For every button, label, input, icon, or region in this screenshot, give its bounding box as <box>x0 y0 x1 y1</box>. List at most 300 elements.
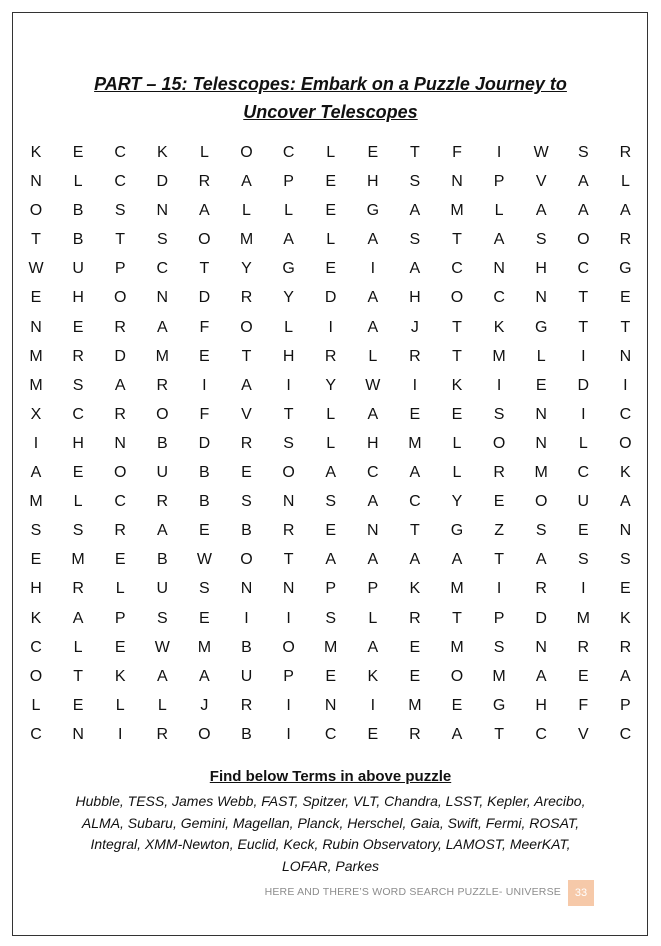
grid-cell: M <box>492 667 506 685</box>
grid-cell: C <box>451 260 463 278</box>
grid-cell: L <box>326 144 336 161</box>
grid-cell: N <box>30 173 42 191</box>
grid-cell: T <box>452 347 462 365</box>
grid-cell: B <box>199 464 210 482</box>
grid-row <box>14 429 649 458</box>
grid-cell: E <box>114 638 126 656</box>
grid-cell: I <box>202 376 207 394</box>
grid-cell: A <box>620 493 631 511</box>
grid-cell: M <box>155 347 169 365</box>
grid-cell: N <box>156 202 169 220</box>
grid-cell: O <box>198 725 211 743</box>
grid-cell: A <box>367 289 379 307</box>
grid-cell: T <box>452 318 462 336</box>
grid-cell: E <box>451 696 463 714</box>
grid-cell: S <box>283 434 294 452</box>
grid-cell: E <box>72 144 84 161</box>
grid-cell: S <box>493 405 505 423</box>
grid-cell: N <box>535 405 547 423</box>
grid-cell: N <box>240 580 253 598</box>
grid-cell: D <box>156 173 169 191</box>
grid-cell: P <box>283 667 294 685</box>
grid-cell: A <box>451 725 463 743</box>
grid-cell: I <box>496 376 502 394</box>
grid-cell: I <box>286 609 291 627</box>
grid-cell: C <box>114 493 126 511</box>
grid-row <box>14 283 649 312</box>
grid-cell: J <box>410 318 419 336</box>
grid-cell: O <box>282 638 295 656</box>
grid-cell: C <box>409 493 421 511</box>
grid-cell: G <box>366 202 380 220</box>
grid-cell: T <box>283 405 294 423</box>
grid-cell: G <box>492 696 506 714</box>
grid-cell: K <box>367 667 379 685</box>
grid-cell: I <box>581 347 586 365</box>
grid-row <box>14 516 649 545</box>
grid-cell: R <box>619 638 632 656</box>
grid-cell: I <box>496 144 502 161</box>
grid-cell: U <box>240 667 253 685</box>
grid-cell: K <box>493 318 505 336</box>
grid-cell: S <box>493 638 505 656</box>
grid-cell: D <box>198 289 211 307</box>
grid-cell: E <box>72 696 84 714</box>
grid-cell: L <box>452 464 462 482</box>
grid-cell: K <box>156 144 168 161</box>
grid-cell: I <box>370 696 376 714</box>
grid-cell: H <box>282 347 295 365</box>
grid-cell: N <box>114 434 126 452</box>
grid-cell: O <box>240 318 253 336</box>
grid-cell: A <box>367 638 379 656</box>
grid-cell: C <box>30 638 42 656</box>
page-number-badge: 33 <box>568 880 594 906</box>
grid-cell: L <box>326 405 336 423</box>
grid-cell: H <box>409 289 421 307</box>
grid-cell: B <box>199 493 210 511</box>
grid-cell: L <box>242 202 251 220</box>
grid-cell: M <box>29 493 43 511</box>
grid-cell: C <box>30 725 42 743</box>
grid-cell: A <box>367 405 379 423</box>
grid-cell: N <box>282 580 295 598</box>
grid-cell: K <box>409 580 421 598</box>
grid-cell: S <box>325 493 337 511</box>
grid-cell: M <box>29 376 43 394</box>
grid-cell: A <box>72 609 84 627</box>
grid-cell: U <box>577 493 590 511</box>
grid-cell: W <box>533 144 549 161</box>
grid-cell: T <box>494 551 504 569</box>
grid-cell: T <box>199 260 210 278</box>
grid-cell: O <box>577 231 590 249</box>
grid-cell: E <box>535 376 547 394</box>
grid-cell: N <box>156 289 169 307</box>
grid-cell: H <box>367 173 379 191</box>
grid-cell: I <box>412 376 418 394</box>
grid-cell: E <box>325 173 337 191</box>
grid-cell: E <box>199 522 210 540</box>
page-title <box>40 70 621 126</box>
grid-cell: A <box>114 376 126 394</box>
grid-cell: J <box>200 696 209 714</box>
grid-cell: P <box>493 609 505 627</box>
grid-cell: L <box>368 609 378 627</box>
grid-cell: M <box>492 347 506 365</box>
grid-cell: R <box>409 725 421 743</box>
grid-cell: F <box>578 696 589 714</box>
grid-cell: F <box>452 144 462 161</box>
grid-cell: T <box>452 231 462 249</box>
grid-cell: L <box>31 696 41 714</box>
grid-cell: G <box>534 318 548 336</box>
grid-cell: O <box>29 202 43 220</box>
grid-cell: E <box>114 551 126 569</box>
grid-cell: S <box>156 609 168 627</box>
grid-cell: R <box>240 434 253 452</box>
grid-cell: L <box>536 347 546 365</box>
grid-cell: D <box>114 347 126 365</box>
grid-cell: L <box>494 202 504 220</box>
grid-cell: T <box>578 318 589 336</box>
grid-cell: S <box>535 231 547 249</box>
grid-cell: A <box>493 231 505 249</box>
grid-cell: T <box>410 522 420 540</box>
grid-cell: A <box>241 376 252 394</box>
grid-cell: M <box>197 638 212 656</box>
grid-cell: P <box>367 580 379 598</box>
grid-cell: A <box>241 173 252 191</box>
grid-cell: E <box>367 725 379 743</box>
grid-cell: A <box>409 464 421 482</box>
grid-cell: L <box>73 638 83 656</box>
grid-cell: N <box>30 318 42 336</box>
grid-cell: M <box>534 464 548 482</box>
grid-cell: E <box>409 638 421 656</box>
grid-cell: L <box>115 696 125 714</box>
grid-cell: G <box>282 260 295 278</box>
grid-cell: E <box>72 318 84 336</box>
grid-cell: R <box>409 609 421 627</box>
grid-cell: N <box>535 289 547 307</box>
grid-cell: E <box>409 405 421 423</box>
grid-cell: I <box>244 609 249 627</box>
grid-cell: H <box>367 434 379 452</box>
grid-cell: L <box>452 434 462 452</box>
grid-cell: U <box>156 580 169 598</box>
grid-cell: L <box>368 347 378 365</box>
grid-cell: R <box>114 318 126 336</box>
grid-cell: I <box>328 318 333 336</box>
grid-cell: D <box>535 609 547 627</box>
grid-cell: P <box>114 609 126 627</box>
grid-row <box>14 633 649 662</box>
grid-cell: E <box>325 202 337 220</box>
grid-row <box>14 604 649 633</box>
grid-cell: E <box>325 260 337 278</box>
grid-cell: T <box>283 551 294 569</box>
grid-cell: N <box>619 522 632 540</box>
grid-cell: E <box>325 522 337 540</box>
grid-cell: K <box>30 144 42 161</box>
grid-cell: N <box>535 638 547 656</box>
grid-cell: A <box>577 202 589 220</box>
grid-cell: O <box>240 144 253 161</box>
grid-cell: H <box>30 580 42 598</box>
grid-cell: C <box>619 725 632 743</box>
grid-cell: S <box>199 580 210 598</box>
grid-cell: A <box>156 318 168 336</box>
grid-cell: A <box>577 173 589 191</box>
grid-cell: L <box>73 173 83 191</box>
grid-cell: A <box>367 551 379 569</box>
grid-cell: T <box>241 347 252 365</box>
grid-cell: W <box>365 376 381 394</box>
grid-cell: L <box>578 434 588 452</box>
grid-cell: S <box>620 551 631 569</box>
grid-cell: O <box>113 464 127 482</box>
grid-row <box>14 138 649 167</box>
grid-cell: S <box>409 231 421 249</box>
grid-cell: N <box>324 696 337 714</box>
grid-cell: O <box>282 464 295 482</box>
grid-cell: O <box>113 289 127 307</box>
grid-cell: P <box>493 173 505 191</box>
word-search-grid <box>14 138 649 749</box>
grid-cell: E <box>199 609 210 627</box>
grid-cell: M <box>450 580 464 598</box>
grid-cell: E <box>367 144 379 161</box>
grid-cell: R <box>282 522 295 540</box>
grid-cell: A <box>451 551 463 569</box>
grid-cell: R <box>156 725 169 743</box>
grid-cell: T <box>115 231 126 249</box>
grid-cell: B <box>156 434 168 452</box>
grid-cell: F <box>199 318 210 336</box>
grid-cell: R <box>535 580 547 598</box>
grid-cell: L <box>73 493 83 511</box>
grid-row <box>14 313 649 342</box>
grid-row <box>14 196 649 225</box>
grid-cell: B <box>241 522 252 540</box>
title-line-2: Uncover Telescopes <box>243 102 418 122</box>
grid-cell: R <box>156 493 169 511</box>
grid-cell: T <box>410 144 420 161</box>
grid-cell: U <box>72 260 84 278</box>
grid-cell: E <box>199 347 210 365</box>
grid-cell: N <box>367 522 379 540</box>
grid-cell: A <box>409 202 421 220</box>
grid-cell: A <box>325 464 337 482</box>
grid-cell: Y <box>241 260 252 278</box>
grid-cell: M <box>450 638 464 656</box>
grid-cell: C <box>156 260 169 278</box>
grid-cell: O <box>534 493 548 511</box>
grid-cell: O <box>198 231 211 249</box>
grid-cell: V <box>241 405 252 423</box>
grid-cell: A <box>367 318 379 336</box>
grid-cell: R <box>72 580 84 598</box>
grid-cell: O <box>240 551 253 569</box>
grid-cell: T <box>620 318 631 336</box>
grid-row <box>14 371 649 400</box>
grid-cell: C <box>493 289 505 307</box>
grid-cell: M <box>29 347 43 365</box>
grid-cell: S <box>577 144 589 161</box>
grid-cell: M <box>450 202 464 220</box>
grid-cell: R <box>72 347 84 365</box>
grid-cell: A <box>535 202 547 220</box>
grid-cell: T <box>452 609 462 627</box>
grid-cell: L <box>284 318 294 336</box>
grid-cell: E <box>620 289 631 307</box>
grid-cell: O <box>492 434 506 452</box>
grid-cell: K <box>620 464 631 482</box>
grid-cell: H <box>535 260 547 278</box>
grid-row <box>14 691 649 720</box>
grid-cell: Y <box>451 493 463 511</box>
grid-cell: A <box>156 667 168 685</box>
grid-cell: C <box>577 260 590 278</box>
grid-cell: K <box>114 667 126 685</box>
grid-cell: X <box>30 405 42 423</box>
grid-cell: O <box>450 667 464 685</box>
grid-cell: O <box>450 289 464 307</box>
grid-cell: C <box>535 725 547 743</box>
grid-row <box>14 458 649 487</box>
grid-cell: C <box>367 464 379 482</box>
grid-cell: I <box>623 376 628 394</box>
grid-cell: I <box>117 725 123 743</box>
grid-cell: M <box>576 609 590 627</box>
grid-cell: A <box>367 493 379 511</box>
terms-list <box>70 791 591 877</box>
grid-cell: R <box>156 376 169 394</box>
grid-cell: G <box>619 260 632 278</box>
grid-cell: K <box>620 609 631 627</box>
grid-cell: E <box>577 522 589 540</box>
grid-cell: H <box>72 289 84 307</box>
grid-row <box>14 662 649 691</box>
grid-cell: S <box>409 173 421 191</box>
grid-cell: T <box>73 667 83 685</box>
grid-cell: R <box>619 144 632 161</box>
terms-line: Integral, XMM-Newton, Euclid, Keck, Rubin Observatory, LAMOST, MeerKAT, <box>90 836 571 852</box>
grid-cell: I <box>496 580 502 598</box>
grid-cell: S <box>114 202 126 220</box>
grid-cell: T <box>578 289 589 307</box>
grid-cell: A <box>535 667 547 685</box>
grid-cell: H <box>72 434 84 452</box>
grid-cell: W <box>154 638 170 656</box>
grid-cell: C <box>282 144 295 161</box>
grid-cell: E <box>241 464 252 482</box>
grid-cell: E <box>325 667 337 685</box>
grid-cell: L <box>284 202 294 220</box>
grid-cell: A <box>199 202 210 220</box>
grid-cell: R <box>114 522 126 540</box>
grid-cell: P <box>283 173 294 191</box>
grid-cell: Y <box>325 376 337 394</box>
grid-cell: P <box>325 580 337 598</box>
grid-cell: H <box>535 696 547 714</box>
grid-cell: T <box>494 725 504 743</box>
grid-cell: I <box>370 260 376 278</box>
grid-cell: N <box>619 347 632 365</box>
grid-cell: M <box>324 638 338 656</box>
grid-cell: A <box>325 551 337 569</box>
grid-cell: M <box>408 434 422 452</box>
grid-cell: A <box>283 231 294 249</box>
grid-row <box>14 487 649 516</box>
grid-row <box>14 574 649 603</box>
terms-line: ALMA, Subaru, Gemini, Magellan, Planck, Herschel, Gaia, Swift, Fermi, ROSAT, <box>81 814 580 831</box>
grid-cell: A <box>367 231 379 249</box>
grid-cell: N <box>72 725 84 743</box>
grid-row <box>14 225 649 254</box>
grid-cell: L <box>115 580 125 598</box>
grid-cell: A <box>620 202 631 220</box>
grid-cell: E <box>451 405 463 423</box>
grid-cell: A <box>535 551 547 569</box>
grid-row <box>14 400 649 429</box>
grid-cell: I <box>33 434 39 452</box>
grid-row <box>14 167 649 196</box>
grid-cell: A <box>30 464 42 482</box>
grid-cell: L <box>157 696 167 714</box>
grid-cell: O <box>156 405 169 423</box>
grid-cell: C <box>114 144 126 161</box>
grid-cell: O <box>29 667 43 685</box>
title-line-1: PART – 15: Telescopes: Embark on a Puzzle Journey to <box>94 74 567 94</box>
grid-cell: O <box>619 434 632 452</box>
grid-row <box>14 254 649 283</box>
grid-cell: I <box>581 405 586 423</box>
grid-cell: K <box>30 609 42 627</box>
grid-cell: E <box>577 667 589 685</box>
grid-cell: R <box>240 696 253 714</box>
grid-cell: R <box>240 289 253 307</box>
grid-cell: R <box>324 347 337 365</box>
grid-cell: L <box>199 144 209 161</box>
grid-cell: S <box>577 551 589 569</box>
grid-cell: I <box>286 376 291 394</box>
grid-cell: S <box>72 376 84 394</box>
grid-cell: P <box>620 696 631 714</box>
grid-cell: E <box>72 464 84 482</box>
grid-cell: M <box>408 696 422 714</box>
grid-cell: W <box>28 260 44 278</box>
grid-cell: L <box>326 434 336 452</box>
grid-cell: D <box>324 289 337 307</box>
grid-row <box>14 720 649 749</box>
grid-cell: E <box>493 493 505 511</box>
grid-cell: A <box>199 667 210 685</box>
grid-cell: U <box>156 464 169 482</box>
grid-cell: N <box>282 493 295 511</box>
grid-cell: I <box>581 580 586 598</box>
grid-row <box>14 342 649 371</box>
grid-cell: Z <box>494 522 504 540</box>
grid-cell: I <box>286 725 291 743</box>
grid-cell: N <box>451 173 463 191</box>
grid-cell: B <box>241 725 252 743</box>
grid-cell: D <box>577 376 590 394</box>
grid-cell: N <box>535 434 547 452</box>
grid-cell: E <box>409 667 421 685</box>
grid-cell: C <box>577 464 590 482</box>
